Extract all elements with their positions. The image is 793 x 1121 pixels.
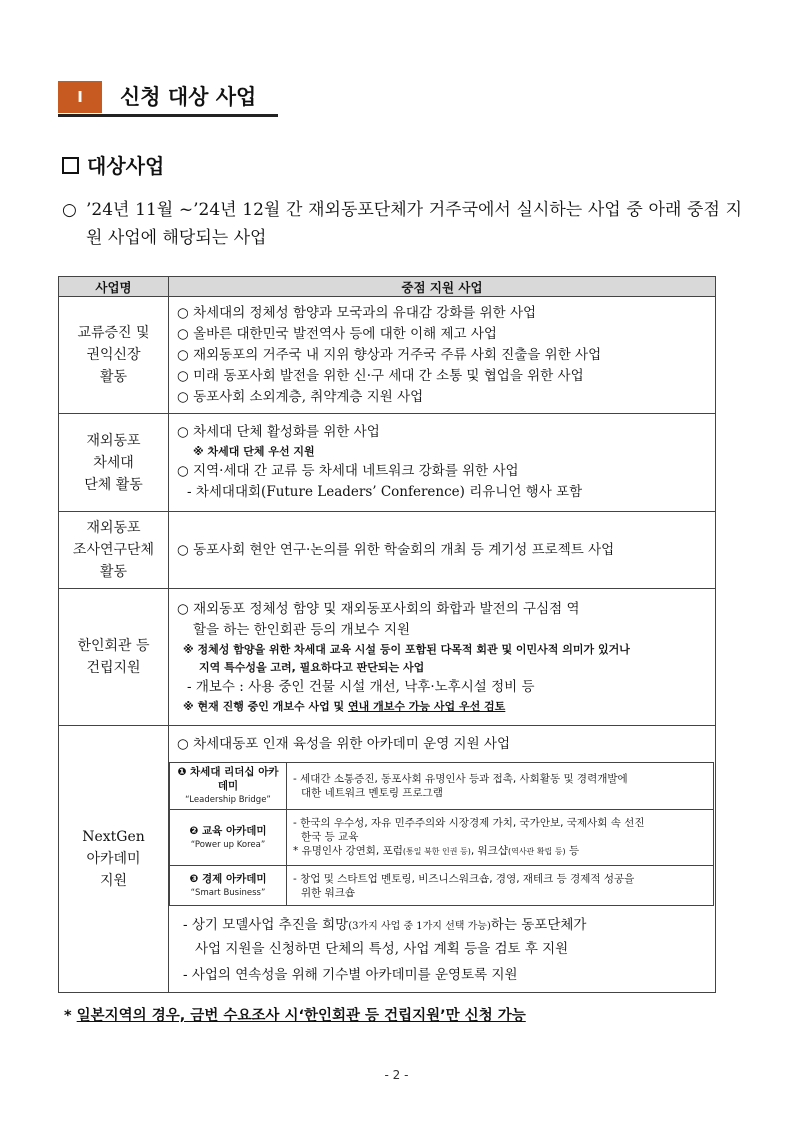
row-name-line: 차세대 <box>93 454 134 471</box>
subsection-title: 대상사업 <box>87 154 165 178</box>
page-number: - 2 - <box>384 1068 409 1082</box>
row-name-line: 재외동포 <box>86 520 141 536</box>
header-project-name: 사업명 <box>59 277 169 297</box>
program-name: ❶ 차세대 리더십 아카데미 <box>177 766 279 792</box>
list-item: ○ 차세대의 정체성 함양과 모국과의 유대감 강화를 위한 사업 <box>177 304 537 321</box>
section-title-underline <box>58 114 278 117</box>
program-english-name: “Leadership Bridge” <box>185 795 271 805</box>
program-desc-line: 한국 등 교육 <box>301 831 359 843</box>
extra-small-text: (통일 북한 인권 등) <box>402 847 471 856</box>
note-text: ※ 정체성 함양을 위한 차세대 교육 시설 등이 포함된 다목적 회관 및 이민사적 의미가 있거나 <box>183 642 630 656</box>
row-content-hall <box>169 589 716 726</box>
table-row <box>59 297 716 414</box>
dash-item: - 차세대대회(Future Leaders’ Conference) 리유니언 행사 포함 <box>187 484 583 500</box>
table-row <box>59 512 716 589</box>
program-name-cell <box>170 763 287 810</box>
list-item: ○ 재외동포 정체성 함양 및 재외동포사회의 화합과 발전의 구심점 역 <box>177 600 580 617</box>
circle-bullet-icon: ○ <box>62 200 77 220</box>
row-name-line: 교류증진 및 <box>77 325 150 341</box>
note-text: ※ 차세대 단체 우선 지원 <box>193 445 315 458</box>
row-name-line: 재외동포 <box>86 432 141 449</box>
checkbox-square-icon <box>62 157 79 174</box>
row-content-research <box>169 512 716 589</box>
row-name-line: 건립지원 <box>86 660 141 676</box>
list-item: ○ 재외동포의 거주국 내 지위 향상과 거주국 주류 사회 진출을 위한 사업 <box>177 346 602 363</box>
row-name-line: 활동 <box>99 369 128 385</box>
list-item: ○ 미래 동포사회 발전을 위한 신·구 세대 간 소통 및 협업을 위한 사업 <box>177 367 584 384</box>
row-name-hall <box>59 589 169 726</box>
row-name-line: 한인회관 등 <box>77 638 150 654</box>
note-priority-text: ※ 현재 진행 중인 개보수 사업 및 <box>183 699 349 713</box>
intro-text: ’24년 11월 ~’24년 12월 간 재외동포단체가 거주국에서 실시하는 사업 중 아래 중점 지원 사업에 해당되는 사업 <box>86 200 742 248</box>
note-priority-underlined: 연내 개보수 가능 사업 우선 검토 <box>348 699 506 713</box>
row-name-line: 아카데미 <box>86 851 141 867</box>
list-item: ○ 차세대동포 인재 육성을 위한 아카데미 운영 지원 사업 <box>177 736 511 752</box>
program-desc-line: - 한국의 우수성, 자유 민주주의와 시장경제 가치, 국가안보, 국제사회 속 선진 <box>293 817 645 829</box>
row-name-line: 활동 <box>99 564 128 580</box>
table-row <box>59 589 716 726</box>
academy-notes <box>169 906 715 992</box>
dash-item: - 개보수 : 사용 중인 건물 시설 개선, 낙후·노후시설 정비 등 <box>187 678 535 695</box>
row-name-line: 권익신장 <box>86 347 141 363</box>
footnote-text: 일본지역의 경우, 금번 수요조사 시‘한인회관 등 건립지원’만 신청 가능 <box>76 1008 526 1024</box>
extra-text: 등 <box>565 845 580 857</box>
row-name-research <box>59 512 169 589</box>
row-name-line: 단체 활동 <box>84 476 143 493</box>
target-projects-table <box>58 276 716 993</box>
section-header <box>58 78 278 118</box>
program-name-cell <box>170 810 287 866</box>
list-item: ○ 지역·세대 간 교류 등 차세대 네트워크 강화를 위한 사업 <box>177 463 519 479</box>
footnote <box>64 1004 526 1025</box>
dash-text: - 상기 모델사업 추진을 희망 <box>183 917 349 933</box>
table-row <box>59 726 716 993</box>
program-row <box>170 763 714 810</box>
section-number-badge: Ⅰ <box>58 81 102 113</box>
dash-text: 하는 동포단체가 <box>490 917 587 933</box>
list-item: ○ 동포사회 현안 연구·논의를 위한 학술회의 개최 등 계기성 프로젝트 사업 <box>177 541 615 558</box>
dash-small-text: (3가지 사업 중 1가지 선택 가능) <box>348 921 491 932</box>
extra-small-text: (역사관 확립 등) <box>507 847 566 856</box>
table-row <box>59 414 716 512</box>
list-item: ○ 차세대 단체 활성화를 위한 사업 <box>177 424 380 440</box>
program-row <box>170 866 714 906</box>
program-desc-line: - 세대간 소통증진, 동포사회 유명인사 등과 접촉, 사회활동 및 경력개발에 <box>293 773 628 785</box>
program-row <box>170 810 714 866</box>
row-name-nextgen-groups <box>59 414 169 512</box>
table-header-row <box>59 277 716 297</box>
row-content-nextgen-groups <box>169 414 716 512</box>
dash-item: - 사업의 연속성을 위해 기수별 아카데미를 운영토록 지원 <box>183 967 518 983</box>
program-desc-cell <box>287 810 714 866</box>
program-english-name: “Smart Business” <box>190 887 266 898</box>
note-priority <box>177 698 707 716</box>
program-name-cell <box>170 866 287 906</box>
program-english-name: “Power up Korea” <box>190 839 266 850</box>
row-content-exchange <box>169 297 716 414</box>
list-item: ○ 동포사회 소외계층, 취약계층 지원 사업 <box>177 388 424 405</box>
footnote-star: * <box>64 1008 72 1024</box>
academy-programs-table <box>169 762 714 906</box>
program-desc-cell <box>287 763 714 810</box>
program-desc-extra <box>293 844 707 859</box>
subsection-heading <box>62 150 164 179</box>
extra-text: * 유명인사 강연회, 포럼 <box>293 845 403 857</box>
section-title: 신청 대상 사업 <box>120 85 257 109</box>
program-name: ❸ 경제 아카데미 <box>189 872 267 885</box>
note-text-continued: 지역 특수성을 고려, 필요하다고 판단되는 사업 <box>199 660 425 674</box>
program-desc-line: 대한 네트워크 멘토링 프로그램 <box>301 787 443 799</box>
row-name-exchange <box>59 297 169 414</box>
program-desc-cell <box>287 866 714 906</box>
header-focus-support: 중점 지원 사업 <box>169 277 716 297</box>
row-name-line: NextGen <box>82 829 145 845</box>
program-name: ❷ 교육 아카데미 <box>189 824 267 837</box>
row-name-line: 조사연구단체 <box>72 542 155 558</box>
extra-text: , 워크샵 <box>470 845 508 857</box>
intro-paragraph <box>62 196 742 252</box>
dash-item-continued: 사업 지원을 신청하면 단체의 특성, 사업 계획 등을 검토 후 지원 <box>195 941 569 957</box>
dash-item <box>183 914 707 938</box>
row-name-academy <box>59 726 169 993</box>
row-content-academy <box>169 726 716 993</box>
program-desc-line: 위한 워크숍 <box>301 886 356 899</box>
program-desc-line: - 창업 및 스타트업 멘토링, 비즈니스워크숍, 경영, 재테크 등 경제적 성공을 <box>293 872 635 885</box>
list-item-continued: 할을 하는 한인회관 등의 개보수 지원 <box>193 621 411 638</box>
list-item: ○ 올바른 대한민국 발전역사 등에 대한 이해 제고 사업 <box>177 325 497 342</box>
row-name-line: 지원 <box>99 873 128 889</box>
